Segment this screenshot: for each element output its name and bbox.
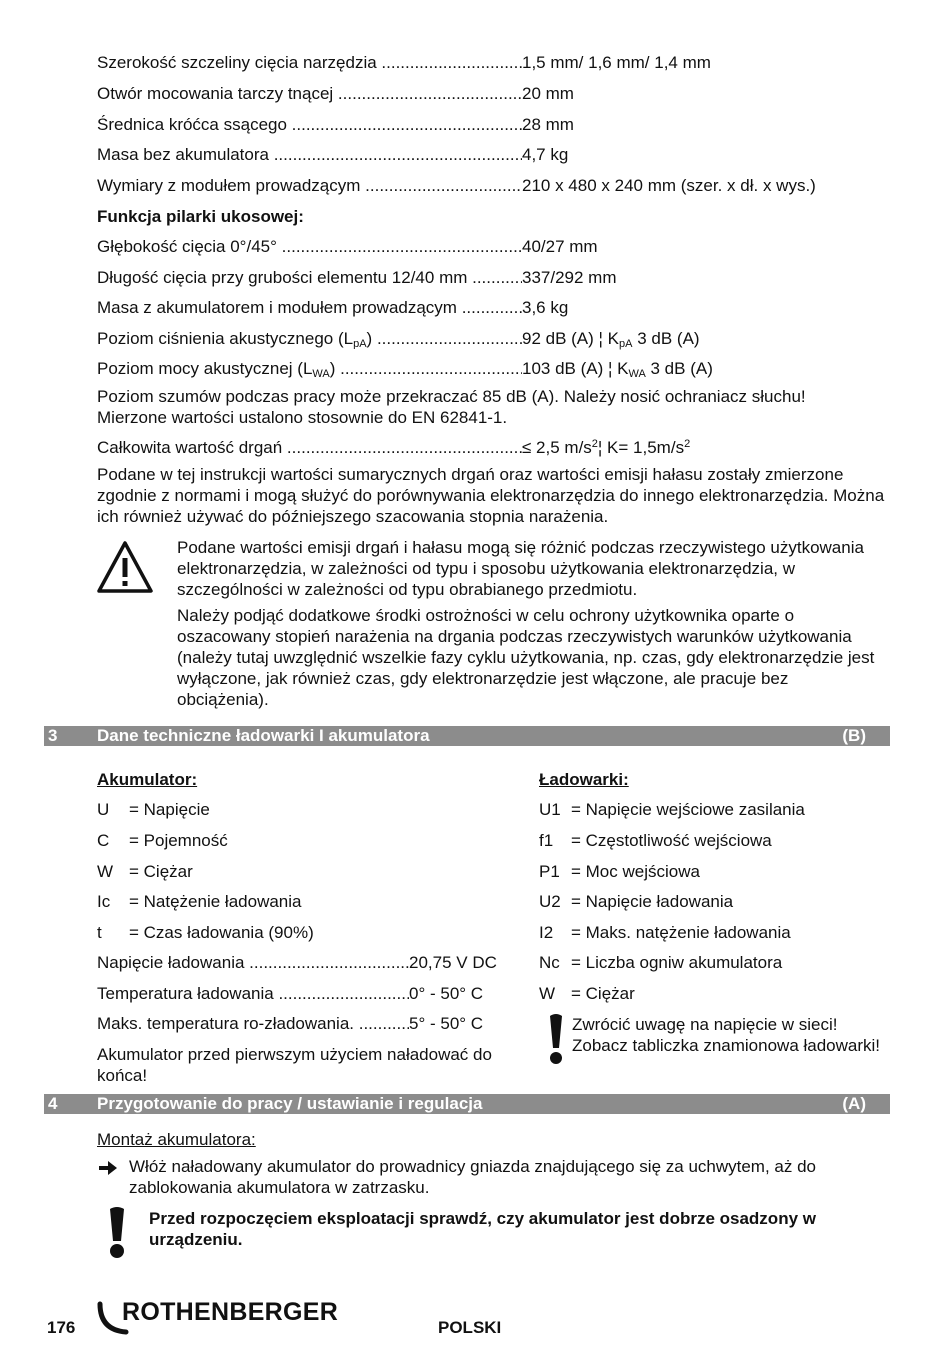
battery-key-row: t = Czas ładowania (90%) <box>97 923 314 942</box>
spec-label: Szerokość szczeliny cięcia narzędzia ..... <box>97 53 522 73</box>
section-code: (A) <box>842 1094 866 1113</box>
sound-power-row: Poziom mocy akustycznej $(L_{WA})$ ..... 103 dB (A) ¦ $K_{WA}$ 3 dB (A) <box>97 359 713 379</box>
spec-label: Masa z akumulatorem i modułem prowadzącym ..... <box>97 298 522 318</box>
spec-label: Otwór mocowania tarczy tnącej ..... <box>97 84 522 104</box>
vibration-paragraph: Podane w tej instrukcji wartości sumarycznych drgań oraz wartości emisji hałasu zostały zmierzone zgodnie z normami i mogą służyć do porównywania elektronarzędzia do innego elektronarzędzia. Można ich również używać do późniejszego szacowania stopnia narażenia. <box>97 465 885 526</box>
spec-label: Długość cięcia przy grubości elementu 12/40 mm ..... <box>97 268 522 288</box>
spec-row <box>97 298 568 318</box>
charger-key-row: W = Ciężar <box>539 984 635 1003</box>
charger-key-row: P1 = Moc wejściowa <box>539 862 700 881</box>
spec-row <box>97 268 617 288</box>
battery-key-row: W = Ciężar <box>97 862 193 881</box>
warning-paragraph-2: Należy podjąć dodatkowe środki ostrożności w celu ochrony użytkownika oparte o oszacowany stopień narażenia na drgania podczas rzeczywistych warunków użytkowania (należy tutaj uwzględnić wszelkie fazy cyklu użytkowania, np. czas, gdy elektronarzędzie jest wyłączone, jak również czas, gdy elektronarzędzie jest włączone, ale pracuje bez obciążenia). <box>177 606 875 709</box>
battery-key-row: U = Napięcie <box>97 800 210 819</box>
spec-value: 210 x 480 x 240 mm (szer. x dł. x wys.) <box>522 176 816 195</box>
charger-key-row: U1 = Napięcie wejściowe zasilania <box>539 800 805 819</box>
sound-pressure-row: Poziom ciśnienia akustycznego $(L_{pA})$ ..... 92 dB (A) ¦ $K_{pA}$ 3 dB (A) <box>97 329 700 349</box>
battery-key-row: C = Pojemność <box>97 831 228 850</box>
warning-paragraph-1: Podane wartości emisji drgań i hałasu mogą się różnić podczas rzeczywistego użytkowania elektronarzędzia, w zależności od typu i sposobu użytkowania elektronarzędzia, w szczególności w zależności od typu obrabianego przedmiotu. <box>177 538 864 599</box>
spec-row <box>97 176 816 196</box>
chargers-heading: Ładowarki: <box>539 770 629 789</box>
spec-value: 4,7 kg <box>522 145 569 164</box>
charger-key-row: Nc = Liczba ogniw akumulatora <box>539 953 783 972</box>
section-title: Przygotowanie do pracy / ustawianie i regulacja <box>97 1094 483 1113</box>
battery-spec-row: Maks. temperatura ro-zładowania. ..... 5° - 50° C <box>97 1014 483 1034</box>
spec-row <box>97 84 574 104</box>
charger-warning: Zwrócić uwagę na napięcie w sieci! Zobacz tabliczka znamionowa ładowarki! <box>572 1015 881 1055</box>
section-title: Dane techniczne ładowarki I akumulatora <box>97 726 430 745</box>
spec-value: 20 mm <box>522 84 574 103</box>
spec-label: Głębokość cięcia 0°/45° ..... <box>97 237 522 257</box>
spec-value: 337/292 mm <box>522 268 617 287</box>
spec-value: 3,6 kg <box>522 298 569 317</box>
battery-note: Akumulator przed pierwszym użyciem naładować do końca! <box>97 1045 492 1085</box>
brand-name: ROTHENBERGER <box>122 1298 339 1326</box>
spec-row <box>97 53 711 73</box>
exclamation-icon <box>107 1206 127 1260</box>
charger-key-row: f1 = Częstotliwość wejściowa <box>539 831 772 850</box>
section-number: 4 <box>48 1094 58 1113</box>
spec-value: 28 mm <box>522 115 574 134</box>
battery-spec-row: Temperatura ładowania ..... 0° - 50° C <box>97 984 483 1004</box>
mount-warning: Przed rozpoczęciem eksploatacji sprawdź, czy akumulator jest dobrze osadzony w urządzeniu. <box>149 1209 816 1249</box>
miter-heading: Funkcja pilarki ukosowej: <box>97 207 304 226</box>
spec-row <box>97 237 598 257</box>
battery-key-row: Ic = Natężenie ładowania <box>97 892 302 911</box>
mount-step: Włóż naładowany akumulator do prowadnicy gniazda znajdującego się za uchwytem, aż do zablokowania akumulatora w zatrzasku. <box>129 1157 816 1197</box>
brand-logo <box>96 1298 346 1338</box>
spec-row <box>97 145 568 165</box>
page-number: 176 <box>47 1318 76 1337</box>
section-code: (B) <box>842 726 866 745</box>
spec-row <box>97 115 574 135</box>
exclamation-icon <box>547 1012 565 1066</box>
charger-key-row: U2 = Napięcie ładowania <box>539 892 734 911</box>
charger-key-row: I2 = Maks. natężenie ładowania <box>539 923 791 942</box>
battery-heading: Akumulator: <box>97 770 198 789</box>
warning-triangle-icon <box>96 540 154 594</box>
section-number: 3 <box>48 726 58 745</box>
spec-label: Wymiary z modułem prowadzącym ..... <box>97 176 522 196</box>
spec-value: 40/27 mm <box>522 237 598 256</box>
arrow-right-icon <box>98 1160 118 1176</box>
spec-value: 1,5 mm/ 1,6 mm/ 1,4 mm <box>522 53 711 72</box>
spec-label: Średnica króćca ssącego ..... <box>97 115 522 135</box>
spec-label: Masa bez akumulatora ..... <box>97 145 522 165</box>
vibration-row: Całkowita wartość drgań ..... ≤ 2,5 $m/s^2¦$ $K= 1,5m/s^2$ <box>97 438 690 458</box>
noise-note: Poziom szumów podczas pracy może przekraczać 85 dB (A). Należy nosić ochraniacz słuchu! Mierzone wartości ustalono stosownie do EN 62841-1. <box>97 387 806 427</box>
language-label: POLSKI <box>438 1318 502 1337</box>
battery-spec-row: Napięcie ładowania ..... 20,75 V DC <box>97 953 497 973</box>
section-4-header <box>44 1094 890 1114</box>
section-3-header <box>44 726 890 746</box>
mount-heading: Montaż akumulatora: <box>97 1130 256 1149</box>
